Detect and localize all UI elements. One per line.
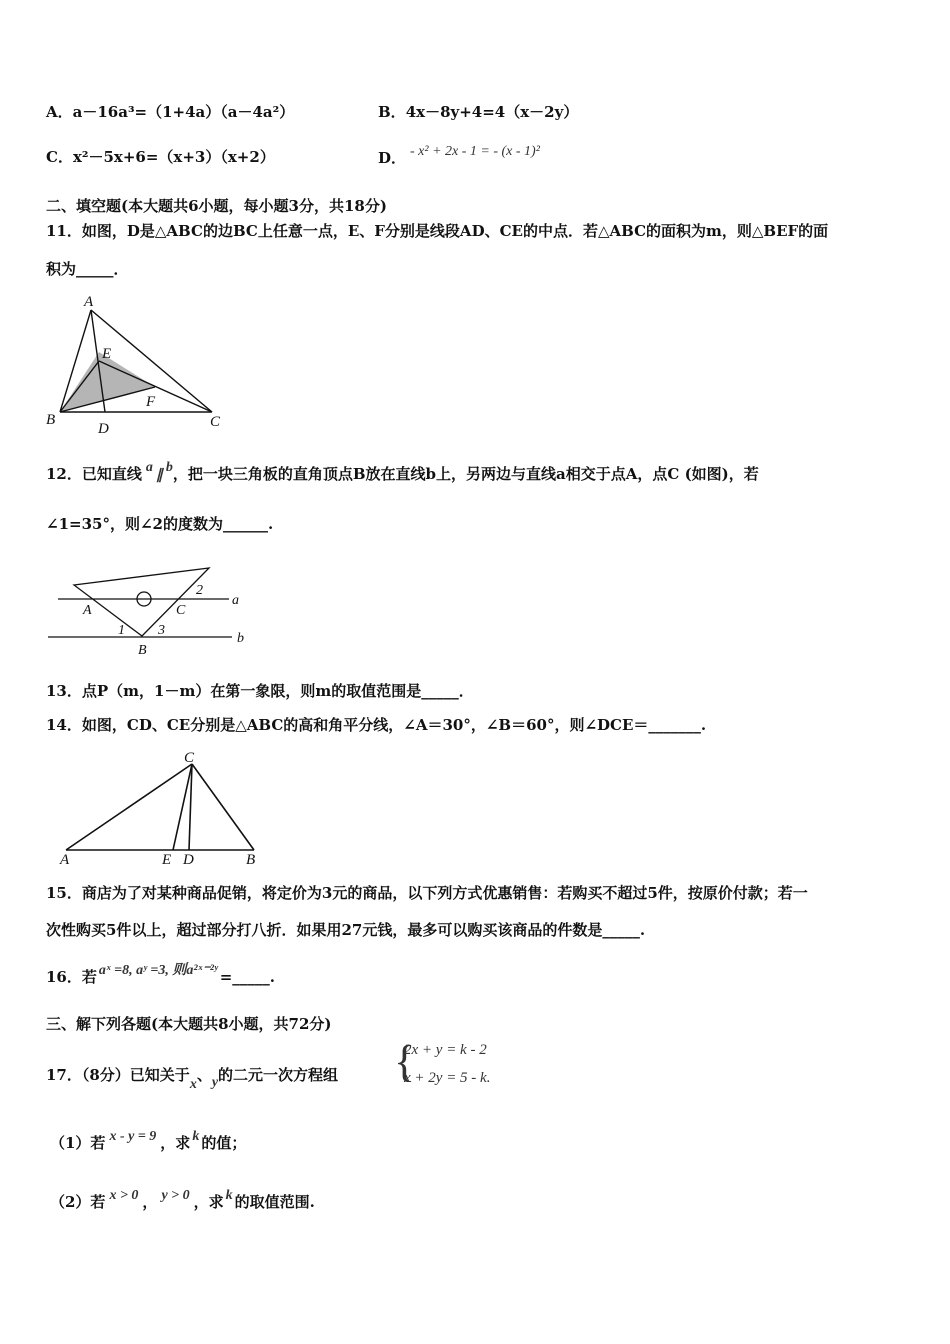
q12-line-b: b	[165, 460, 173, 475]
q14-label-c: C	[184, 750, 195, 766]
q17-p1-prefix: （1）若	[50, 1134, 106, 1152]
option-c-expr: x²－5x+6=（x+3）（x+2）	[72, 148, 275, 166]
option-a	[46, 102, 294, 122]
q17-sep: 、	[196, 1066, 212, 1084]
q17-p1-mid: ，求	[160, 1134, 191, 1152]
q17-p1-condition: x - y = 9	[109, 1129, 157, 1144]
option-d	[378, 140, 540, 167]
q11-label-e: E	[102, 346, 112, 362]
q11-label-a: A	[84, 294, 94, 310]
q12-text-line1	[46, 460, 759, 486]
q16-text	[46, 963, 276, 989]
q15-text-line2: 次性购买5件以上，超过部分打八折．如果用27元钱，最多可以购买该商品的件数是_____.	[46, 921, 646, 939]
q12-line-a-label: a	[232, 593, 239, 608]
q11-label-d: D	[98, 421, 109, 437]
q17-equation-1: 2x + y = k - 2	[404, 1042, 487, 1058]
q16-suffix: =_____.	[219, 968, 276, 986]
q12-set-square-figure	[44, 560, 264, 656]
q12-angle-1: 1	[118, 623, 125, 638]
q11-text-line2: 积为_____．	[46, 260, 129, 278]
q12-line-a: a	[145, 460, 153, 475]
q11-triangle-figure	[40, 292, 240, 437]
q11-label-b: B	[46, 412, 56, 428]
q12-line-b-label: b	[237, 631, 244, 646]
q17-var-y: y	[211, 1075, 219, 1090]
q17-p2-condition-y: y > 0	[161, 1188, 190, 1203]
q17-part1	[50, 1129, 247, 1155]
section-fill-title: 二、填空题(本大题共6小题，每小题3分，共18分)	[46, 197, 387, 215]
q17-p1-end: 的值；	[201, 1134, 247, 1152]
q17-text	[46, 1065, 339, 1092]
q12-angle-2: 2	[196, 583, 203, 598]
option-c-label: C．	[46, 148, 73, 166]
q15-text-line1: 15．商店为了对某种商品促销，将定价为3元的商品，以下列方式优惠销售：若购买不超过5件，按原价付款；若一	[46, 884, 808, 902]
q11-text-line1: 11．如图，D是△ABC的边BC上任意一点，E、F分别是线段AD、CE的中点．若△ABC的面积为m，则△BEF的面	[46, 222, 829, 240]
q17-p2-k: k	[225, 1188, 233, 1203]
q14-label-d: D	[183, 852, 194, 868]
option-d-label: D．	[378, 149, 407, 167]
section-solve-title: 三、解下列各题(本大题共8小题，共72分)	[46, 1015, 332, 1033]
q17-p2-end: 的取值范围.	[234, 1193, 315, 1211]
q17-end-dot: .	[486, 1070, 491, 1086]
q17-mid: 的二元一次方程组	[218, 1066, 339, 1084]
option-a-label: A．	[46, 103, 73, 121]
q16-prefix: 16．若	[46, 968, 97, 986]
option-c	[46, 147, 275, 167]
q17-p1-k: k	[192, 1129, 200, 1144]
q16-math: aˣ =8, aʸ =3, 则a²ˣ⁻²ʸ	[98, 963, 218, 978]
q14-label-e: E	[162, 852, 172, 868]
q12-suffix: ，把一块三角板的直角顶点B放在直线b上，另两边与直线a相交于点A，点C (如图)，若	[172, 465, 759, 483]
q14-text: 14．如图，CD、CE分别是△ABC的高和角平分线，∠A＝30°，∠B＝60°，则∠DCE＝_______.	[46, 716, 707, 734]
option-b	[378, 102, 578, 122]
q14-label-b: B	[246, 852, 256, 868]
q11-label-f: F	[146, 394, 156, 410]
q12-angle-3: 3	[158, 623, 165, 638]
q17-p2-comma: ，	[142, 1193, 158, 1211]
q12-parallel-symbol: ∥	[155, 468, 163, 483]
q17-system-brace: {	[394, 1037, 416, 1086]
q12-text-line2: ∠1=35°，则∠2的度数为______.	[46, 515, 274, 533]
q12-label-c: C	[176, 603, 186, 618]
option-b-expr: 4x－8y+4=4（x－2y）	[405, 103, 579, 121]
q17-prefix: 17．（8分）已知关于	[46, 1066, 190, 1084]
q17-equation-2	[404, 1068, 490, 1088]
q11-label-c: C	[210, 414, 221, 430]
q12-label-a: A	[83, 603, 92, 618]
q12-prefix: 12．已知直线	[46, 465, 142, 483]
q14-label-a: A	[60, 852, 70, 868]
q17-equation-2-text: x + 2y = 5 - k	[404, 1070, 487, 1086]
q17-p2-condition-x: x > 0	[109, 1188, 139, 1203]
option-a-expr: a－16a³=（1+4a）（a－4a²）	[72, 103, 295, 121]
option-b-label: B．	[378, 103, 406, 121]
q17-var-x: x	[189, 1077, 197, 1092]
q17-p2-mid: ，求	[193, 1193, 224, 1211]
q14-triangle-figure	[56, 750, 276, 870]
q12-label-b: B	[138, 643, 147, 656]
q13-text: 13．点P（m，1－m）在第一象限，则m的取值范围是_____．	[46, 682, 474, 700]
option-d-expr: - x² + 2x - 1 = - (x - 1)²	[410, 144, 540, 159]
q17-part2	[50, 1188, 315, 1214]
q17-p2-prefix: （2）若	[50, 1193, 106, 1211]
